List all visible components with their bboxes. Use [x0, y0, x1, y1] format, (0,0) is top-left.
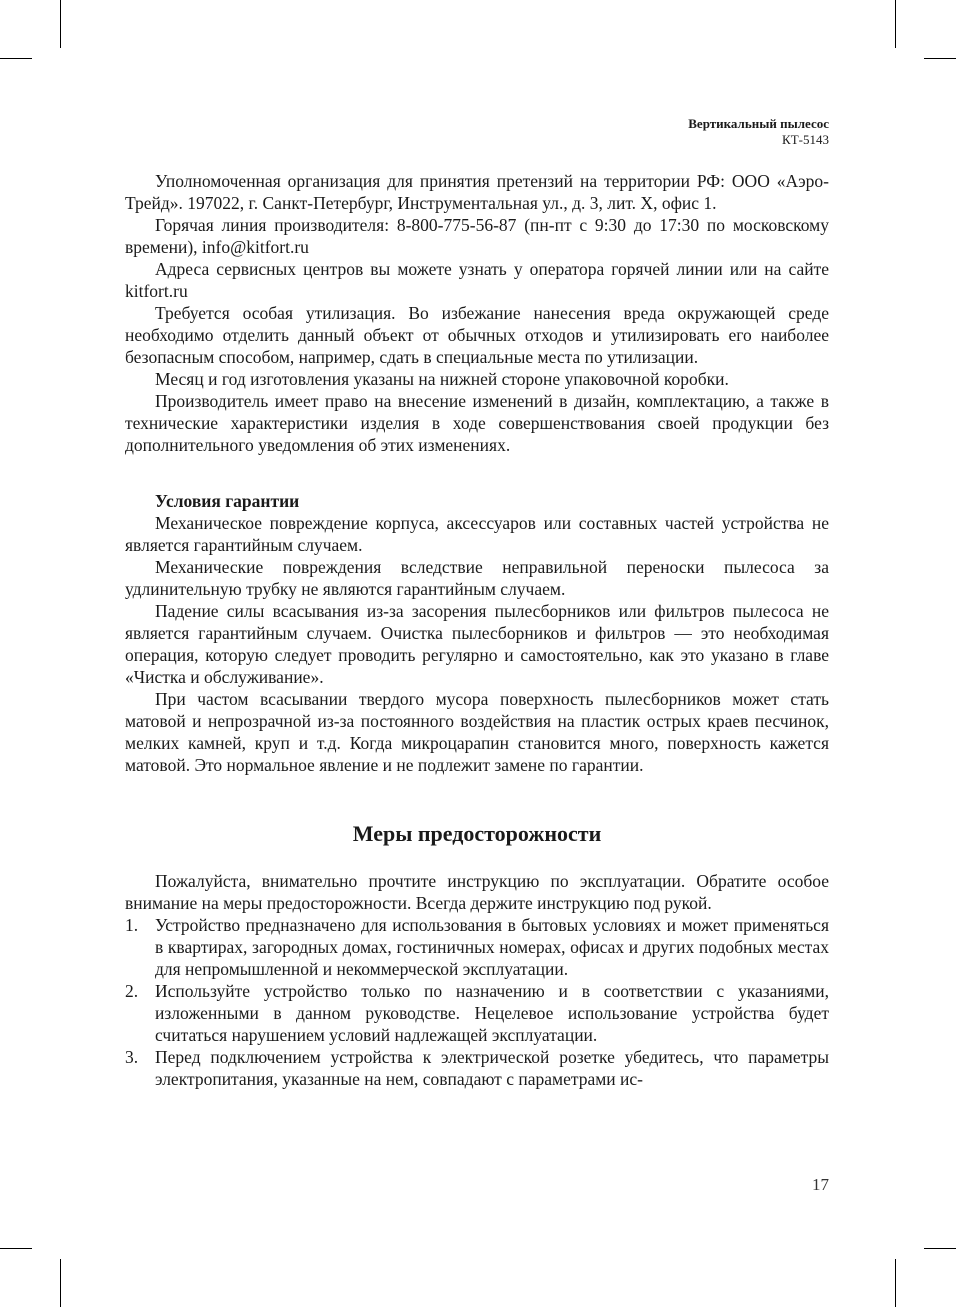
- intro-paragraph: Адреса сервисных центров вы можете узнать у оператора горячей линии или на сайте kitfort.ru: [125, 259, 829, 301]
- list-item-text: Устройство предназначено для использования в бытовых условиях и может применяться в квартирах, загородных домах, гостиничных номерах, офисах и других подобных местах для непромышленной и некоммерческой эксплуатации.: [155, 915, 829, 979]
- intro-paragraph: Уполномоченная организация для принятия претензий на территории РФ: ООО «Аэро-Трейд». 197022, г. Санкт-Петербург, Инструментальная ул., д. 3, лит. Х, офис 1.: [125, 171, 829, 213]
- list-item: [125, 1046, 829, 1090]
- intro-paragraph: Требуется особая утилизация. Во избежание нанесения вреда окружающей среде необходимо отделить данный объект от обычных отходов и утилизировать его наиболее безопасным способом, например, сдать в специальные места по утилизации.: [125, 303, 829, 367]
- crop-mark-bottom-right-h: [924, 1248, 956, 1249]
- intro-paragraph: Горячая линия производителя: 8-800-775-56-87 (пн-пт с 9:30 до 17:30 по московскому времени), info@kitfort.ru: [125, 215, 829, 257]
- page-number: 17: [812, 1175, 829, 1194]
- header-title: Вертикальный пылесос: [688, 116, 829, 131]
- crop-mark-top-right: [895, 0, 896, 48]
- header-model: КТ-5143: [782, 132, 829, 147]
- intro-paragraph: Месяц и год изготовления указаны на нижней стороне упаковочной коробки.: [155, 369, 729, 389]
- page-body: [125, 170, 829, 1090]
- list-item-text: Перед подключением устройства к электрической розетке убедитесь, что параметры электропитания, указанные на нем, совпадают с параметрами ис-: [155, 1047, 829, 1089]
- running-header: [688, 116, 829, 148]
- crop-mark-top-left: [60, 0, 61, 48]
- precautions-title: Меры предосторожности: [352, 821, 602, 846]
- warranty-paragraph: При частом всасывании твердого мусора поверхность пылесборников может стать матовой и непрозрачной из-за постоянного воздействия на пластик острых краев песчинок, мелких камней, круп и т.д. Когда микроцарапин становится много, поверхность кажется матовой. Это нормальное явление и не подлежит замене по гарантии.: [125, 689, 829, 775]
- warranty-paragraph: Механическое повреждение корпуса, аксессуаров или составных частей устройства не является гарантийным случаем.: [125, 513, 829, 555]
- crop-mark-bottom-right: [895, 1259, 896, 1307]
- list-item-text: Используйте устройство только по назначению и в соответствии с указаниями, изложенными в данном руководстве. Нецелевое использование устройства будет считаться нарушением условий надлежащей эксплуатации.: [155, 981, 829, 1045]
- warranty-heading: Условия гарантии: [155, 491, 300, 511]
- list-item-number: 2.: [125, 981, 139, 1001]
- crop-mark-bottom-left-h: [0, 1248, 32, 1249]
- precautions-list: [125, 914, 829, 1090]
- list-item-number: 1.: [125, 915, 139, 935]
- intro-paragraph: Производитель имеет право на внесение изменений в дизайн, комплектацию, а также в технические характеристики изделия в ходе совершенствования своей продукции без дополнительного уведомления об этих изменениях.: [125, 391, 829, 455]
- list-item: [125, 980, 829, 1046]
- warranty-paragraph: Падение силы всасывания из-за засорения пылесборников или фильтров пылесоса не является гарантийным случаем. Очистка пылесборников и фильтров — это необходимая операция, которую следует проводить регулярно и самостоятельно, как это указано в главе «Чистка и обслуживание».: [125, 601, 829, 687]
- precautions-intro: Пожалуйста, внимательно прочтите инструкцию по эксплуатации. Обратите особое внимание на меры предосторожности. Всегда держите инструкцию под рукой.: [125, 871, 829, 913]
- crop-mark-bottom-left: [60, 1259, 61, 1307]
- list-item: [125, 914, 829, 980]
- list-item-number: 3.: [125, 1047, 139, 1067]
- crop-mark-top-right-h: [924, 58, 956, 59]
- crop-mark-top-left-h: [0, 58, 32, 59]
- warranty-paragraph: Механические повреждения вследствие неправильной переноски пылесоса за удлинительную трубку не являются гарантийным случаем.: [125, 557, 829, 599]
